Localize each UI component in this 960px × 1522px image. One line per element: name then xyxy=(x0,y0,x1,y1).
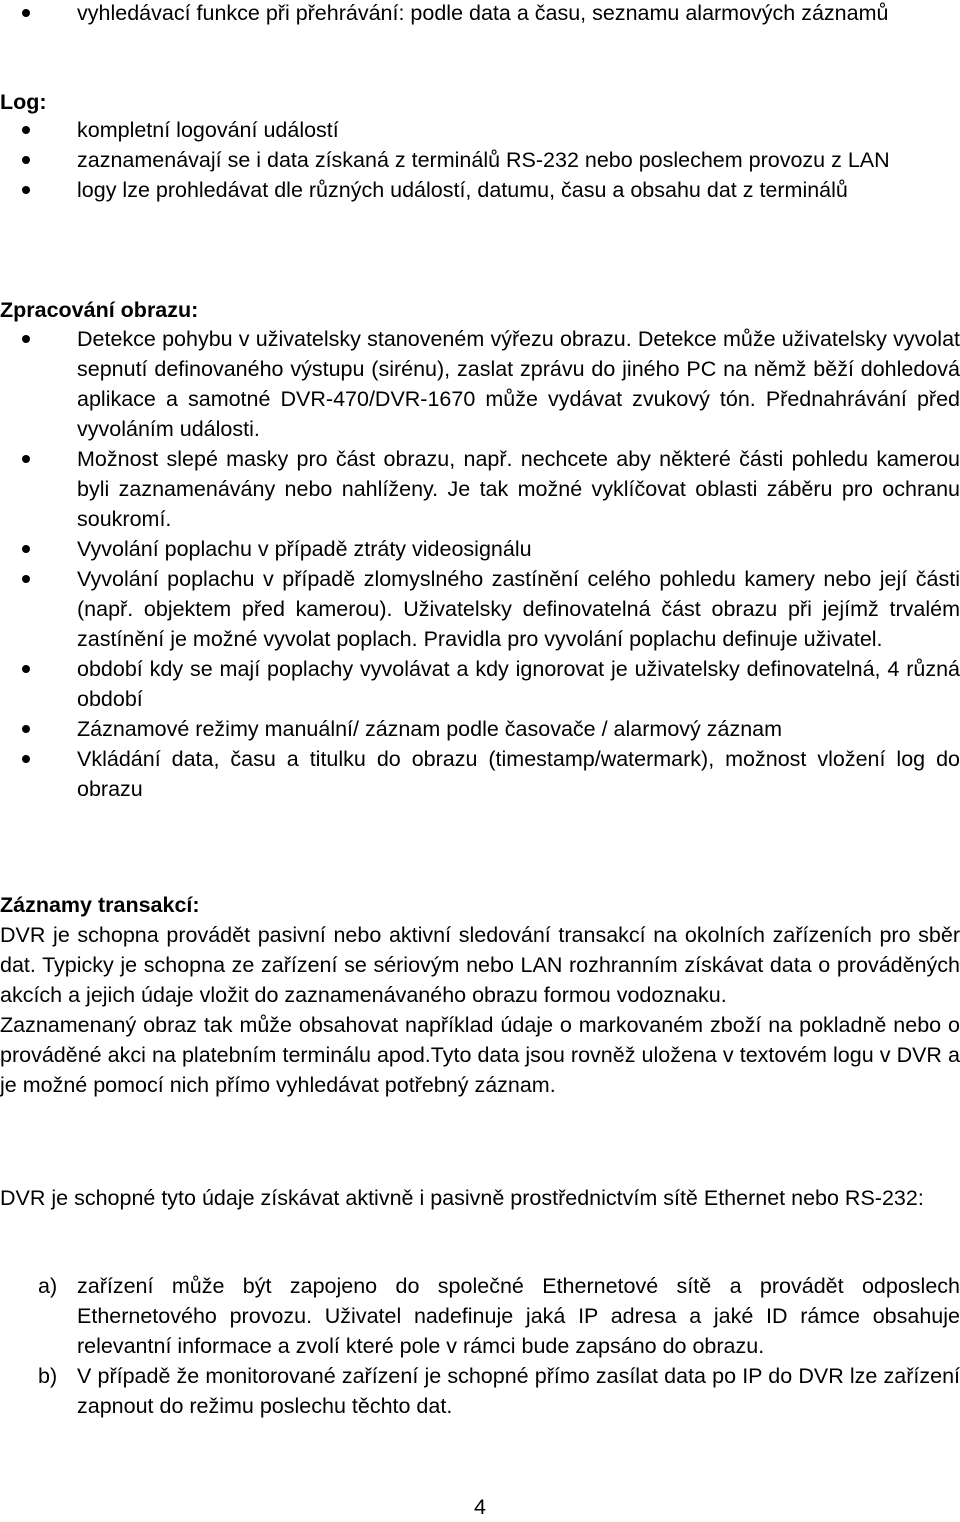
list-item: Vyvolání poplachu v případě zlomyslného zastínění celého pohledu kamery nebo její části (např. objektem před kamerou). Uživatelsky definovatelná část obrazu při jejímž trvalém zastínění je možné vyvolat poplach. Pravidla pro vyvolání poplachu definuje uživatel. xyxy=(0,564,960,654)
list-item: Vkládání data, času a titulku do obrazu (timestamp/watermark), možnost vložení log do obrazu xyxy=(0,744,960,804)
log-section xyxy=(0,87,960,117)
transactions-list-wrap xyxy=(0,1271,960,1421)
list-item: logy lze prohledávat dle různých událostí, datumu, času a obsahu dat z terminálů xyxy=(0,175,960,205)
bullet-icon xyxy=(22,725,30,733)
list-item: Detekce pohybu v uživatelsky stanoveném výřezu obrazu. Detekce může uživatelsky vyvolat sepnutí definovaného výstupu (sirénu), zaslat zprávu do jiného PC na němž běží dohledová aplikace a samotné DVR-470/DVR-1670 může vydávat zvukový tón. Přednahrávání před vyvoláním události. xyxy=(0,324,960,444)
bullet-icon xyxy=(22,9,30,17)
list-item: Záznamové režimy manuální/ záznam podle časovače / alarmový záznam xyxy=(0,714,960,744)
image-processing-section xyxy=(0,295,960,325)
list-item: b) V případě že monitorované zařízení je schopné přímo zasílat data po IP do DVR lze zařízení zapnout do režimu poslechu těchto dat. xyxy=(0,1361,960,1421)
log-bullet-list xyxy=(0,115,960,205)
top-section xyxy=(0,0,960,28)
section-heading: Zpracování obrazu: xyxy=(0,298,199,322)
paragraph: DVR je schopna provádět pasivní nebo aktivní sledování transakcí na okolních zařízeních pro sběr dat. Typicky je schopna ze zařízení se sériovým nebo LAN rozhranním získávat data o prováděných akcích a jejich údaje vložit do zaznamenávaného obrazu formou vodoznaku. xyxy=(0,923,960,1007)
bullet-icon xyxy=(22,335,30,343)
bullet-icon xyxy=(22,126,30,134)
transactions-section xyxy=(0,890,960,1100)
image-bullet-list xyxy=(0,324,960,804)
transactions-intro-wrap xyxy=(0,1183,960,1213)
list-marker: a) xyxy=(38,1274,58,1298)
bullet-icon xyxy=(22,575,30,583)
bullet-icon xyxy=(22,665,30,673)
list-item: období kdy se mají poplachy vyvolávat a kdy ignorovat je uživatelsky definovatelná, 4 různá období xyxy=(0,654,960,714)
top-bullet-list xyxy=(0,0,960,28)
list-item: vyhledávací funkce při přehrávání: podle data a času, seznamu alarmových záznamů xyxy=(0,0,960,28)
image-list-wrap xyxy=(0,324,960,804)
list-marker: b) xyxy=(38,1364,58,1388)
bullet-icon xyxy=(22,545,30,553)
list-item: kompletní logování událostí xyxy=(0,115,960,145)
section-heading: Log: xyxy=(0,90,47,114)
list-item: a) zařízení může být zapojeno do společné Ethernetové sítě a provádět odposlech Ethernetového provozu. Uživatel nadefinuje jaká IP adresa a jaké ID rámce obsahuje relevantní informace a zvolí které pole v rámci bude zapsáno do obrazu. xyxy=(0,1271,960,1361)
section-heading: Záznamy transakcí: xyxy=(0,893,200,917)
bullet-icon xyxy=(22,156,30,164)
list-item: Možnost slepé masky pro část obrazu, např. nechcete aby některé části pohledu kamerou byli zaznamenávány nebo nahlíženy. Je tak možné vyklíčovat oblasti záběru pro ochranu soukromí. xyxy=(0,444,960,534)
page-number: 4 xyxy=(474,1495,486,1519)
list-item: zaznamenávají se i data získaná z terminálů RS-232 nebo poslechem provozu z LAN xyxy=(0,145,960,175)
list-item: Vyvolání poplachu v případě ztráty videosignálu xyxy=(0,534,960,564)
bullet-icon xyxy=(22,755,30,763)
log-list-wrap xyxy=(0,115,960,205)
lettered-list xyxy=(0,1271,960,1421)
bullet-icon xyxy=(22,455,30,463)
paragraph: DVR je schopné tyto údaje získávat aktivně i pasivně prostřednictvím sítě Ethernet nebo RS-232: xyxy=(0,1186,924,1210)
bullet-icon xyxy=(22,186,30,194)
paragraph: Zaznamenaný obraz tak může obsahovat například údaje o markovaném zboží na pokladně nebo o prováděné akci na platebním terminálu apod.Tyto data jsou rovněž uložena v textovém logu v DVR a je možné pomocí nich přímo vyhledávat potřebný záznam. xyxy=(0,1013,960,1097)
